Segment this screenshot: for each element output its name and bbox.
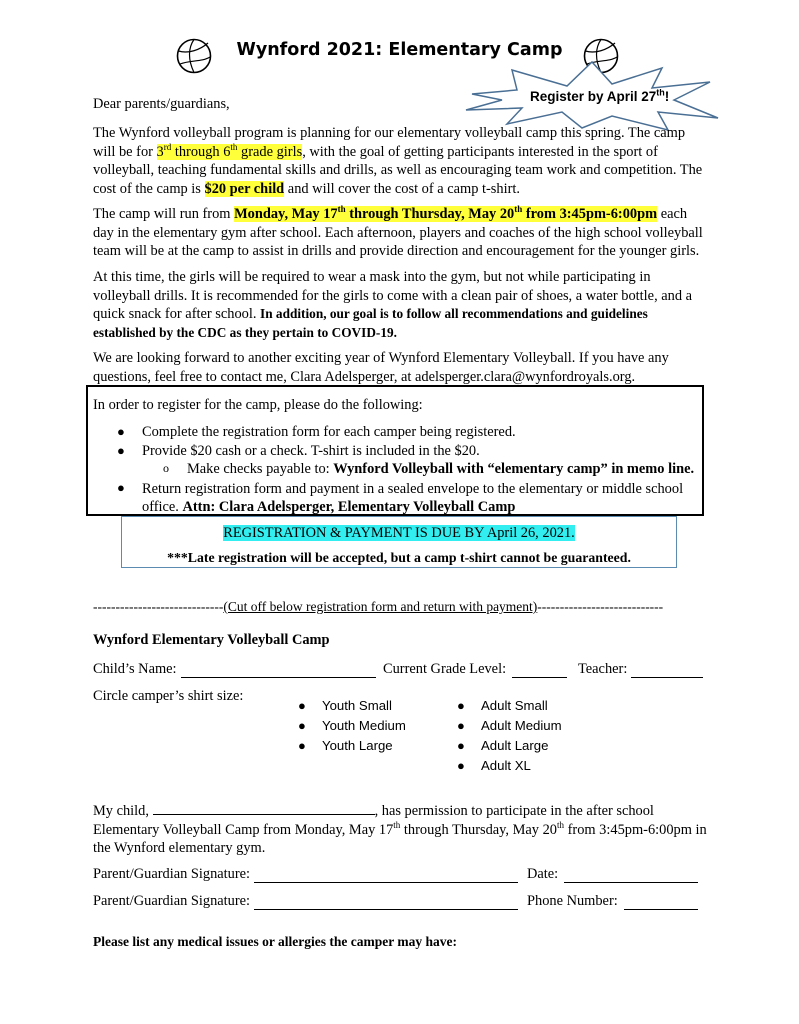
- sub-bullet: o: [163, 461, 169, 475]
- bullet: ●: [298, 698, 306, 713]
- grade-level-label: Current Grade Level:: [383, 661, 507, 677]
- signature-field[interactable]: [254, 867, 518, 883]
- signature-field[interactable]: [254, 894, 518, 910]
- paragraph-contact: We are looking forward to another exciting year of Wynford Elementary Volleyball. If you have any questions, feel free to contact me, Clara Adelsperger, at adelsperger.clara@wynfordroyals.org.: [93, 350, 669, 385]
- instruction-item: Complete the registration form for each camper being registered.: [142, 424, 516, 440]
- child-name-blank[interactable]: [153, 801, 375, 815]
- due-line: REGISTRATION & PAYMENT IS DUE BY April 26, 2021.: [223, 525, 575, 541]
- instruction-item: Provide $20 cash or a check. T-shirt is included in the $20.: [142, 443, 480, 459]
- phone-field[interactable]: [624, 894, 698, 910]
- page-title: Wynford 2021: Elementary Camp: [236, 40, 563, 60]
- bullet: ●: [457, 718, 465, 733]
- instruction-item: Return registration form and payment in a sealed envelope to the elementary or middle school office. Attn: Clara Adelsperger, Elementary Volleyball Camp: [142, 481, 684, 515]
- instructions-intro: In order to register for the camp, please do the following:: [93, 397, 423, 413]
- grade-level-field[interactable]: [512, 662, 567, 678]
- instruction-subitem: Make checks payable to: Wynford Volleyball with “elementary camp” in memo line.: [187, 461, 695, 477]
- teacher-label: Teacher:: [578, 661, 628, 677]
- bullet: ●: [298, 738, 306, 753]
- late-note: ***Late registration will be accepted, but a camp t-shirt cannot be guaranteed.: [167, 550, 631, 565]
- paragraph-covid: At this time, the girls will be required to wear a mask into the gym, but not while participating in volleyball drills. It is recommended for the girls to come with a clean pair of shoes, a water bottle, and a quick snack for after school. In addition, our goal is to follow all recommendations and guidelines established by the CDC as they pertain to COVID-19.: [93, 269, 693, 340]
- bullet: ●: [298, 718, 306, 733]
- childs-name-label: Child’s Name:: [93, 661, 177, 677]
- bullet: ●: [457, 758, 465, 773]
- date-highlight: Monday, May 17th through Thursday, May 20th from 3:45pm-6:00pm: [234, 204, 658, 222]
- teacher-field[interactable]: [631, 662, 703, 678]
- date-field[interactable]: [564, 867, 698, 883]
- shirt-size-option[interactable]: Youth Large: [322, 738, 393, 753]
- permission-statement: My child, , has permission to participate in the after school Elementary Volleyball Camp from Monday, May 17th through Thursday, May 20th from 3:45pm-6:00pm in the Wynford elementary gym.: [93, 803, 707, 857]
- shirt-size-option[interactable]: Adult Medium: [481, 718, 562, 733]
- shirt-size-option[interactable]: Adult Large: [481, 738, 549, 753]
- signature-label: Parent/Guardian Signature:: [93, 893, 251, 909]
- bullet: ●: [117, 443, 125, 458]
- form-heading: Wynford Elementary Volleyball Camp: [93, 632, 330, 648]
- register-deadline-badge: Register by April 27th!: [530, 87, 670, 104]
- phone-label: Phone Number:: [527, 893, 618, 909]
- medical-prompt: Please list any medical issues or allergies the camper may have:: [93, 934, 457, 949]
- shirt-size-option[interactable]: Youth Small: [322, 698, 392, 713]
- shirt-size-option[interactable]: Adult XL: [481, 758, 531, 773]
- paragraph-intro: The Wynford volleyball program is planning for our elementary volleyball camp this spring. The camp will be for 3rd through 6th grade girls, with the goal of getting participants interested in the sport of volleyball, teaching fundamental skills and drills, as well as encouraging team work and competition. The cost of the camp is $20 per child and will cover the cost of a camp t-shirt.: [93, 125, 703, 197]
- shirt-size-option[interactable]: Youth Medium: [322, 718, 406, 733]
- bullet: ●: [117, 424, 125, 439]
- greeting: Dear parents/guardians,: [93, 96, 230, 112]
- childs-name-field[interactable]: [181, 662, 376, 678]
- shirt-size-label: Circle camper’s shirt size:: [93, 688, 244, 704]
- cost-highlight: $20 per child: [204, 180, 285, 197]
- date-label: Date:: [527, 866, 559, 882]
- paragraph-schedule: The camp will run from Monday, May 17th through Thursday, May 20th from 3:45pm-6:00pm each day in the elementary gym after school. Each afternoon, players and coaches of the high school volleyball team will be at the camp to assist in drills and provide direction and encouragement for the younger girls.: [93, 204, 703, 260]
- signature-label: Parent/Guardian Signature:: [93, 866, 251, 882]
- bullet: ●: [457, 698, 465, 713]
- cutoff-line: -----------------------------(Cut off below registration form and return with payment)----------------------------: [93, 599, 664, 614]
- bullet: ●: [117, 480, 125, 495]
- bullet: ●: [457, 738, 465, 753]
- shirt-size-option[interactable]: Adult Small: [481, 698, 548, 713]
